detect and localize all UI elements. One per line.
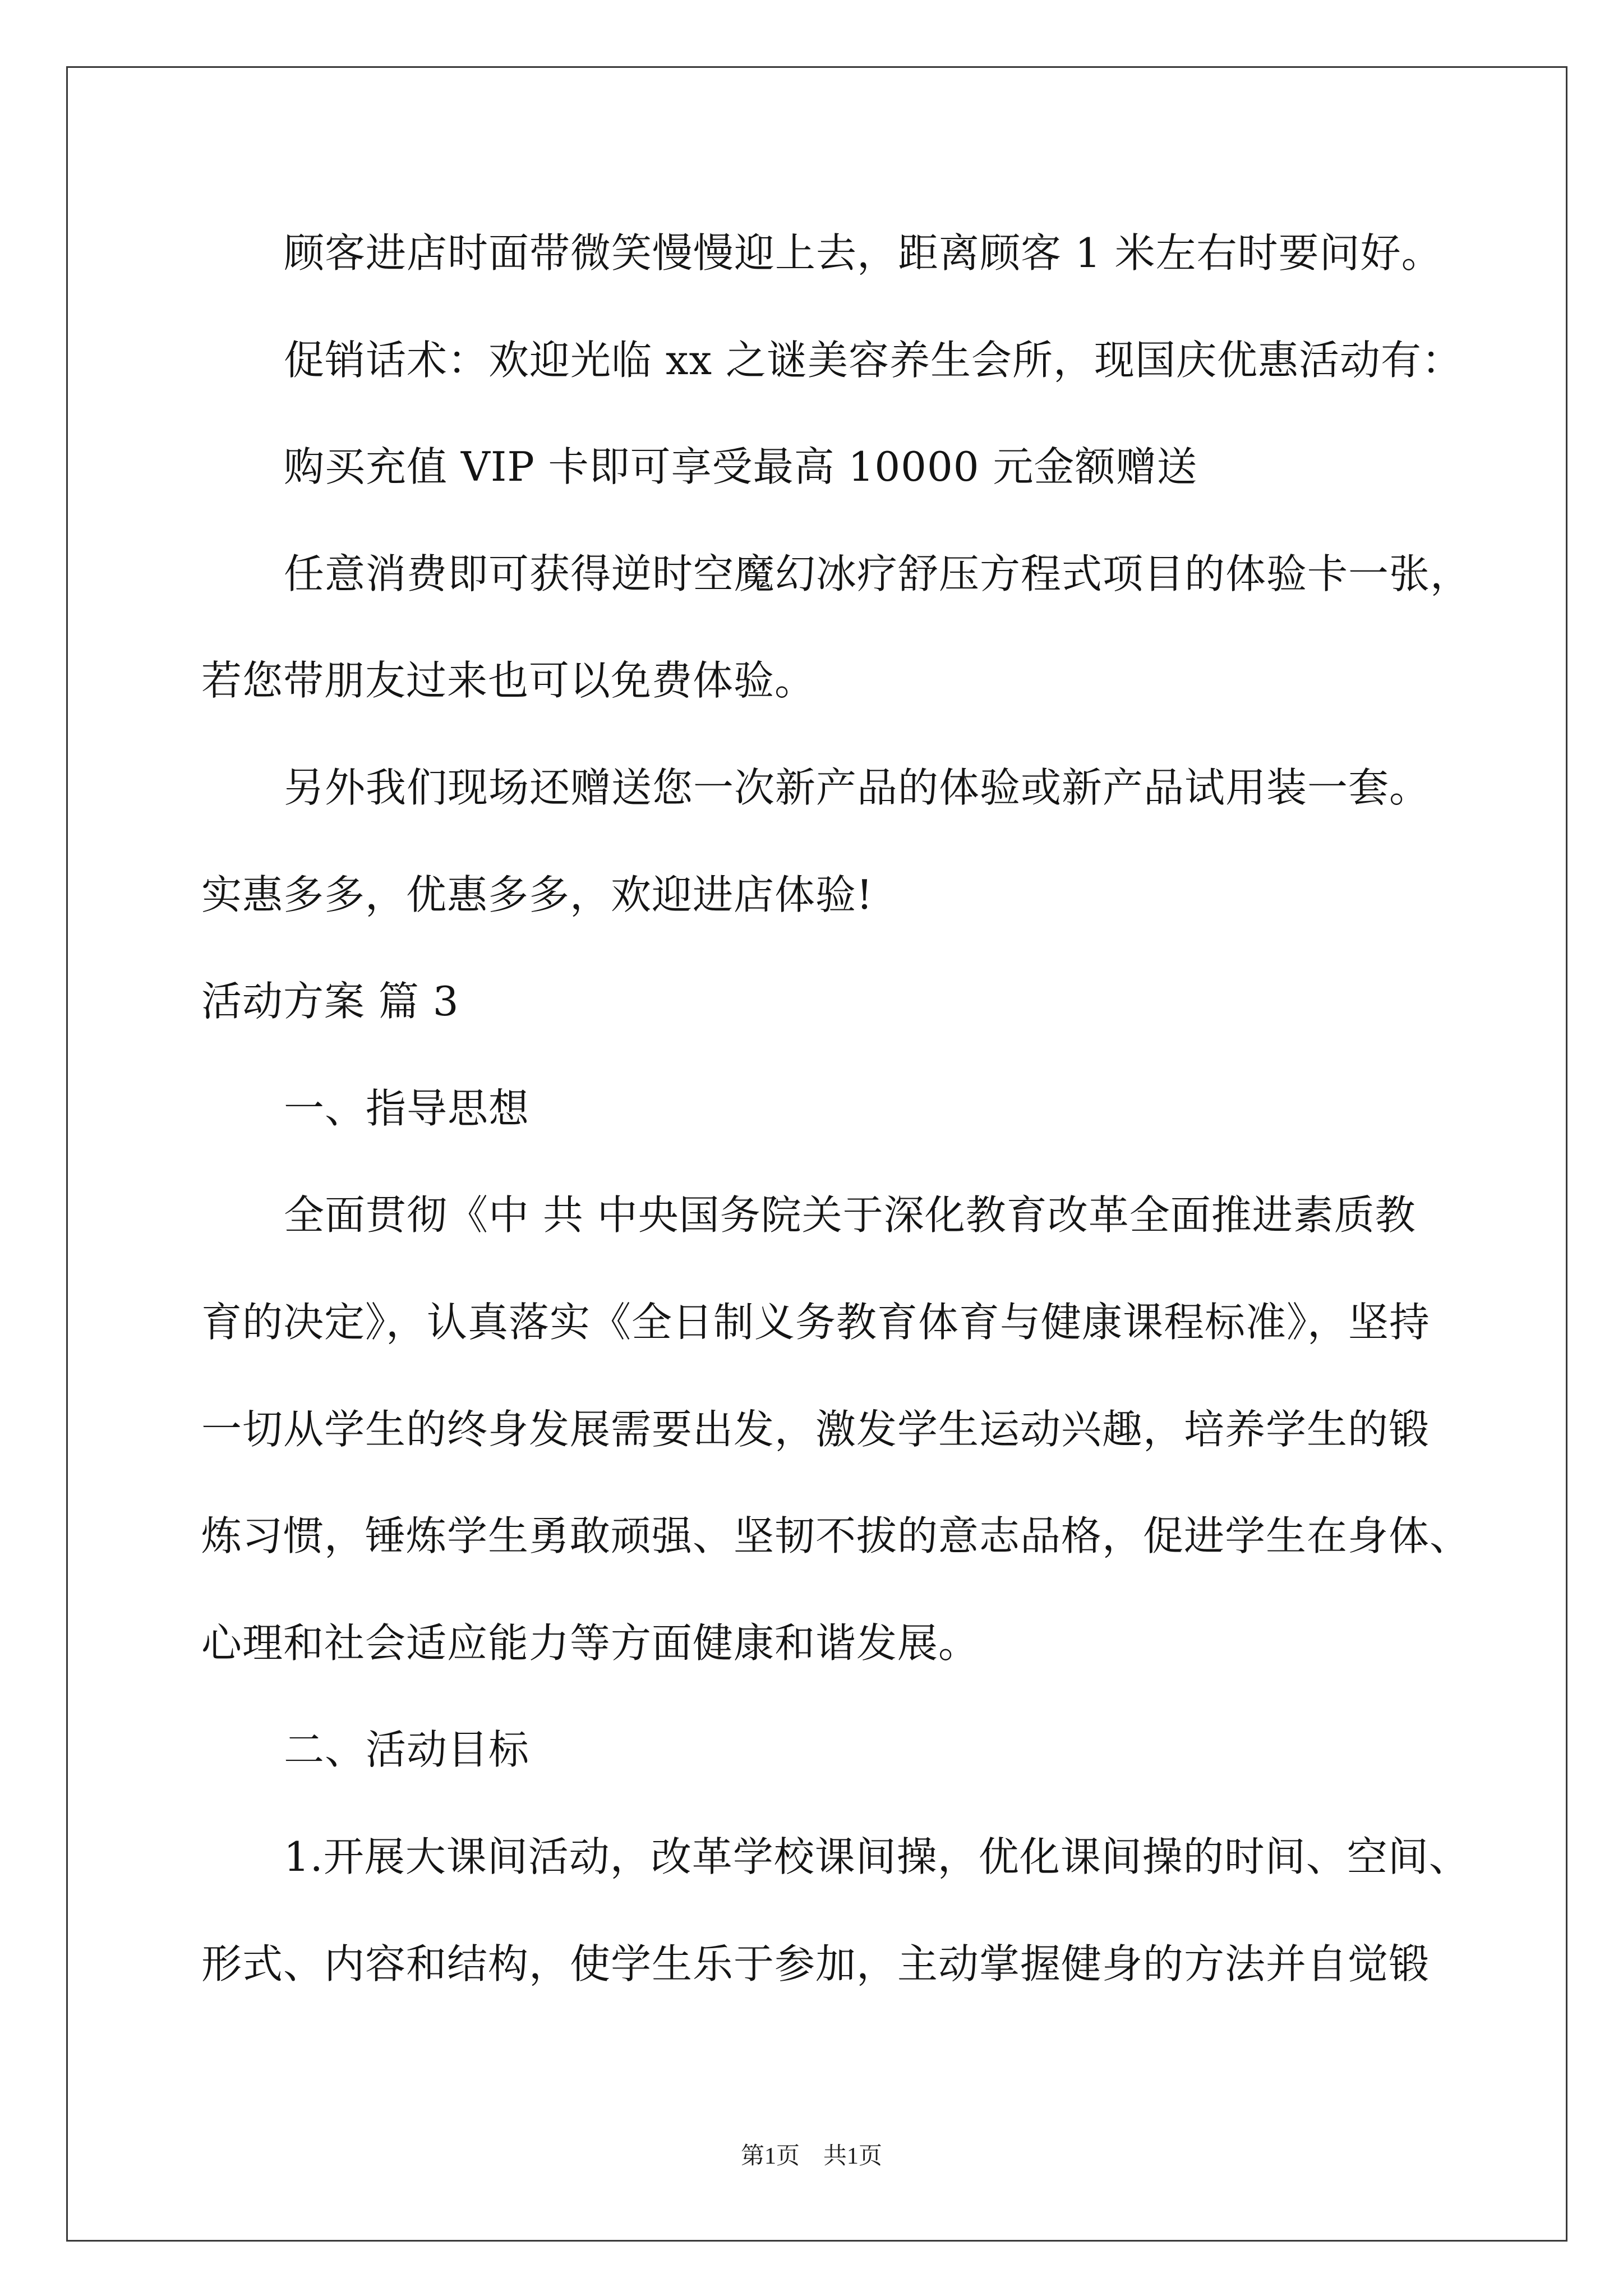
paragraph bbox=[201, 521, 1547, 734]
paragraph bbox=[201, 1162, 1547, 1696]
paragraph-line: 顾客进店时面带微笑慢慢迎上去，距离顾客 1 米左右时要问好。 bbox=[284, 229, 1442, 277]
paragraph-line: 购买充值 VIP 卡即可享受最高 10000 元金额赠送 bbox=[284, 443, 1198, 491]
paragraph-line: 育的决定》，认真落实《全日制义务教育体育与健康课程标准》，坚持 bbox=[201, 1298, 1431, 1346]
document-body bbox=[201, 200, 1547, 2017]
paragraph bbox=[201, 734, 1547, 948]
paragraph bbox=[201, 413, 1547, 521]
paragraph-line: 形式、内容和结构，使学生乐于参加，主动掌握健身的方法并自觉锻 bbox=[201, 1940, 1430, 1987]
page-footer: 第1页 共1页 bbox=[740, 2143, 882, 2169]
paragraph bbox=[201, 200, 1547, 307]
paragraph bbox=[201, 1803, 1547, 2017]
paragraph bbox=[201, 307, 1547, 414]
paragraph-line: 促销话术：欢迎光临 xx 之谜美容养生会所，现国庆优惠活动有： bbox=[284, 336, 1463, 384]
paragraph-line: 实惠多多，优惠多多，欢迎进店体验! bbox=[201, 871, 873, 918]
paragraph-line: 若您带朋友过来也可以免费体验。 bbox=[201, 657, 816, 705]
paragraph-line: 炼习惯，锤炼学生勇敢顽强、坚韧不拔的意志品格，促进学生在身体、 bbox=[201, 1512, 1471, 1560]
paragraph-line: 任意消费即可获得逆时空魔幻冰疗舒压方程式项目的体验卡一张， bbox=[284, 550, 1472, 597]
paragraph-line: 一切从学生的终身发展需要出发，激发学生运动兴趣，培养学生的锻 bbox=[201, 1405, 1430, 1453]
paragraph-line: 1.开展大课间活动，改革学校课间操，优化课间操的时间、空间、 bbox=[284, 1833, 1470, 1880]
paragraph-line: 全面贯彻《中 共 中央国务院关于深化教育改革全面推进素质教 bbox=[284, 1191, 1416, 1239]
paragraph-line: 心理和社会适应能力等方面健康和谐发展。 bbox=[201, 1619, 980, 1667]
paragraph-line: 另外我们现场还赠送您一次新产品的体验或新产品试用装一套。 bbox=[284, 763, 1431, 811]
article-title: 活动方案 篇 3 bbox=[201, 978, 459, 1025]
section-heading: 二、活动目标 bbox=[284, 1726, 530, 1774]
section-heading: 一、指导思想 bbox=[284, 1084, 530, 1132]
